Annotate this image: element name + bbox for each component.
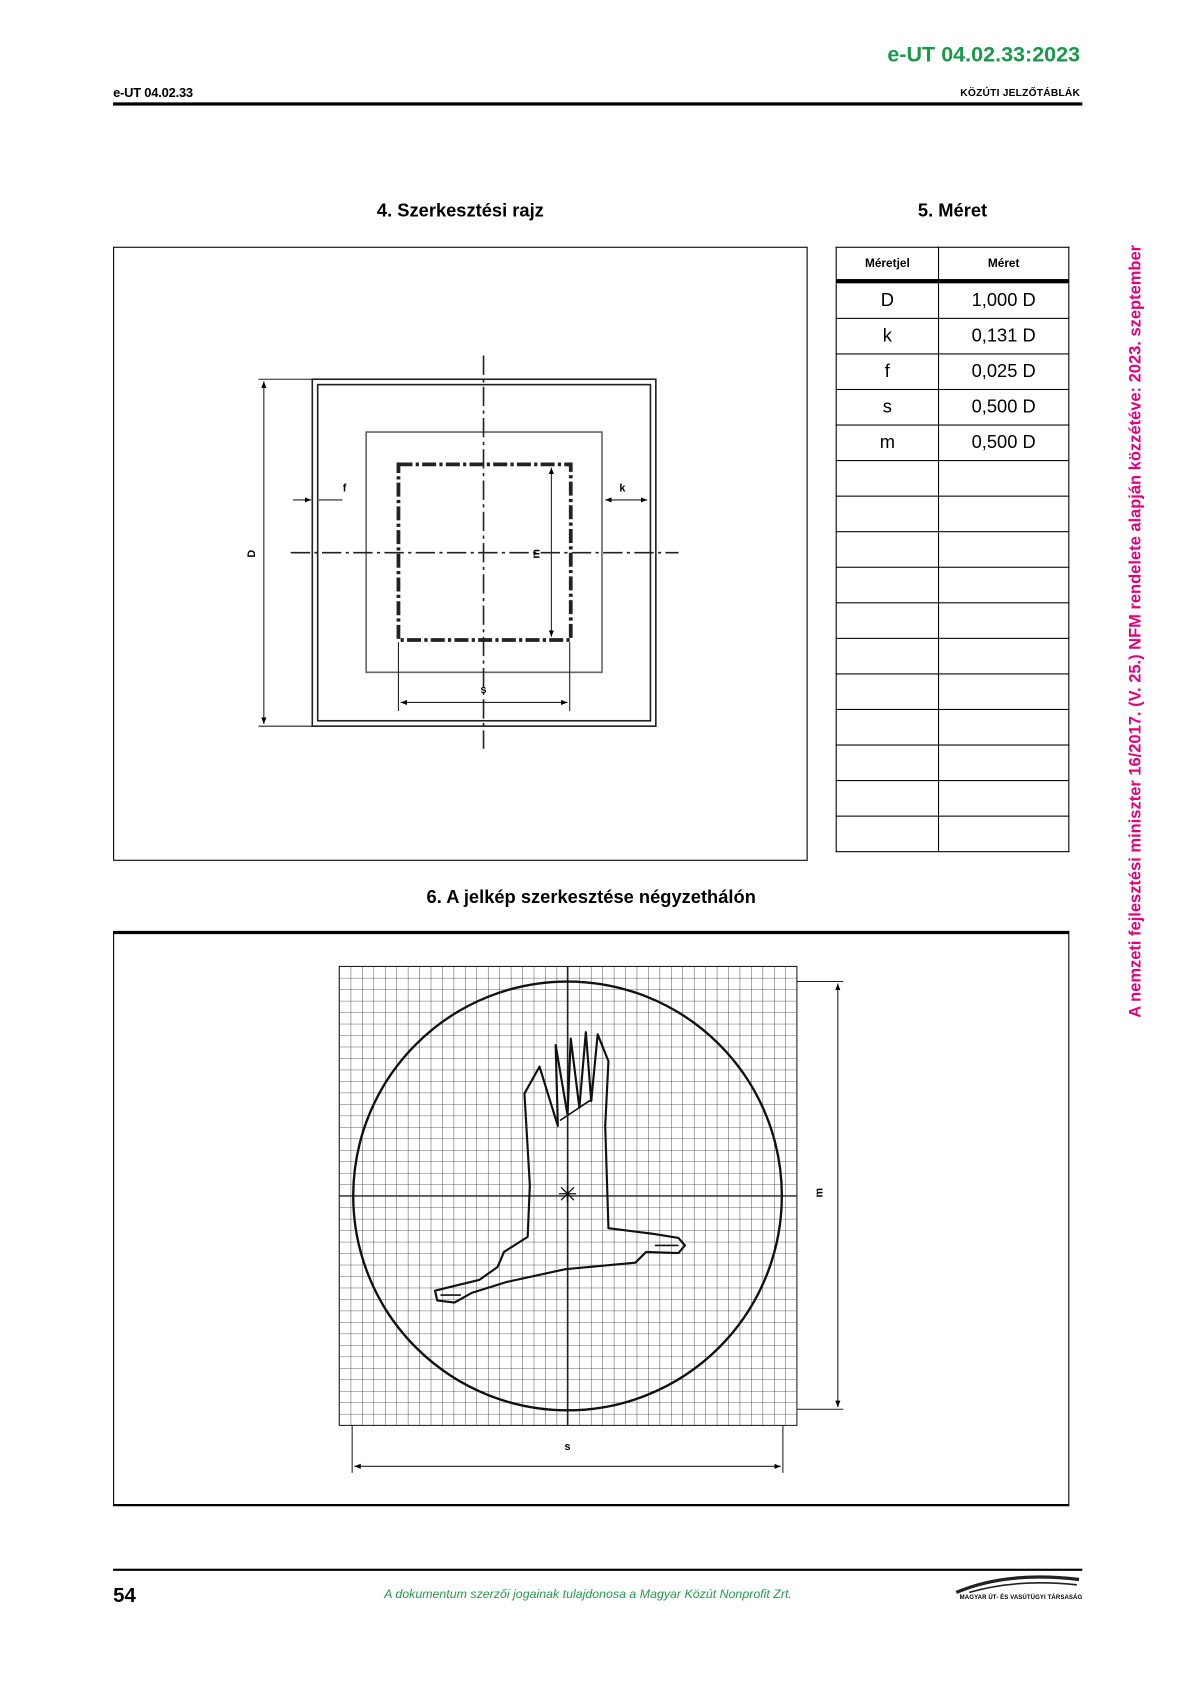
size-table-body (836, 281, 1069, 851)
size-row (836, 318, 1069, 354)
symbol-cell: D (836, 281, 938, 318)
symbol-cell: f (836, 354, 938, 390)
empty-row (836, 638, 1069, 674)
symbol-cell (836, 781, 938, 817)
header-symbol: Méretjel (836, 247, 938, 281)
publication-note: A nemzeti fejlesztési miniszter 16/2017. (V. 25.) NFM rendelete alapján közzétéve: 2023. szeptember (1126, 244, 1145, 1018)
symbol-cell (836, 709, 938, 745)
symbol-cell (836, 496, 938, 532)
value-cell (939, 496, 1069, 532)
value-cell (939, 638, 1069, 674)
empty-row (836, 496, 1069, 532)
symbol-cell: k (836, 318, 938, 354)
header-rule (113, 102, 1082, 105)
header-chapter: KÖZÚTI JELZŐTÁBLÁK (960, 87, 1081, 100)
header-size: Méret (939, 247, 1069, 281)
value-cell (939, 781, 1069, 817)
symbol-cell (836, 532, 938, 568)
size-row (836, 281, 1069, 318)
empty-row (836, 603, 1069, 639)
label-m: m (530, 548, 543, 559)
value-cell: 1,000 D (939, 281, 1069, 318)
section-5-title: 5. Méret (917, 200, 988, 221)
grid-label-m: m (813, 1187, 826, 1198)
size-table-header (836, 247, 1069, 281)
empty-row (836, 816, 1069, 852)
empty-row (836, 461, 1069, 497)
page-number: 54 (113, 1584, 136, 1608)
label-f: f (342, 482, 347, 495)
symbol-cell (836, 603, 938, 639)
document-stamp: e-UT 04.02.33:2023 (887, 43, 1081, 67)
size-table (836, 247, 1070, 852)
symbol-grid-frame (113, 931, 1069, 1506)
value-cell: 0,500 D (939, 389, 1069, 425)
publisher-logo-text: MAGYAR ÚT- ÉS VASÚTÜGYI TÁRSASÁG (959, 1594, 1083, 1602)
section-4-title: 4. Szerkesztési rajz (376, 200, 544, 221)
grid-label-s: s (564, 1441, 571, 1454)
value-cell (939, 603, 1069, 639)
symbol-cell: m (836, 425, 938, 461)
symbol-cell (836, 674, 938, 710)
value-cell (939, 745, 1069, 781)
empty-row (836, 781, 1069, 817)
value-cell (939, 674, 1069, 710)
value-cell (939, 532, 1069, 568)
footer-rule (113, 1569, 1082, 1571)
copyright-note: A dokumentum szerzői jogainak tulajdonosa a Magyar Közút Nonprofit Zrt. (384, 1588, 792, 1602)
size-row (836, 389, 1069, 425)
value-cell: 0,500 D (939, 425, 1069, 461)
symbol-cell (836, 816, 938, 852)
size-row (836, 354, 1069, 390)
logo-swoosh (956, 1577, 1079, 1592)
label-d: D (246, 549, 259, 558)
value-cell (939, 567, 1069, 603)
size-row (836, 425, 1069, 461)
value-cell: 0,131 D (939, 318, 1069, 354)
empty-row (836, 745, 1069, 781)
symbol-cell (836, 638, 938, 674)
value-cell: 0,025 D (939, 354, 1069, 390)
construction-drawing-frame (113, 247, 808, 861)
empty-row (836, 567, 1069, 603)
symbol-cell (836, 567, 938, 603)
header-doc-id: e-UT 04.02.33 (113, 85, 193, 101)
value-cell (939, 816, 1069, 852)
empty-row (836, 709, 1069, 745)
symbol-cell (836, 461, 938, 497)
label-k: k (619, 482, 626, 495)
symbol-cell: s (836, 389, 938, 425)
label-s: s (480, 683, 487, 696)
section-6-title: 6. A jelkép szerkesztése négyzethálón (426, 886, 756, 908)
empty-row (836, 674, 1069, 710)
value-cell (939, 461, 1069, 497)
symbol-cell (836, 745, 938, 781)
value-cell (939, 709, 1069, 745)
empty-row (836, 532, 1069, 568)
